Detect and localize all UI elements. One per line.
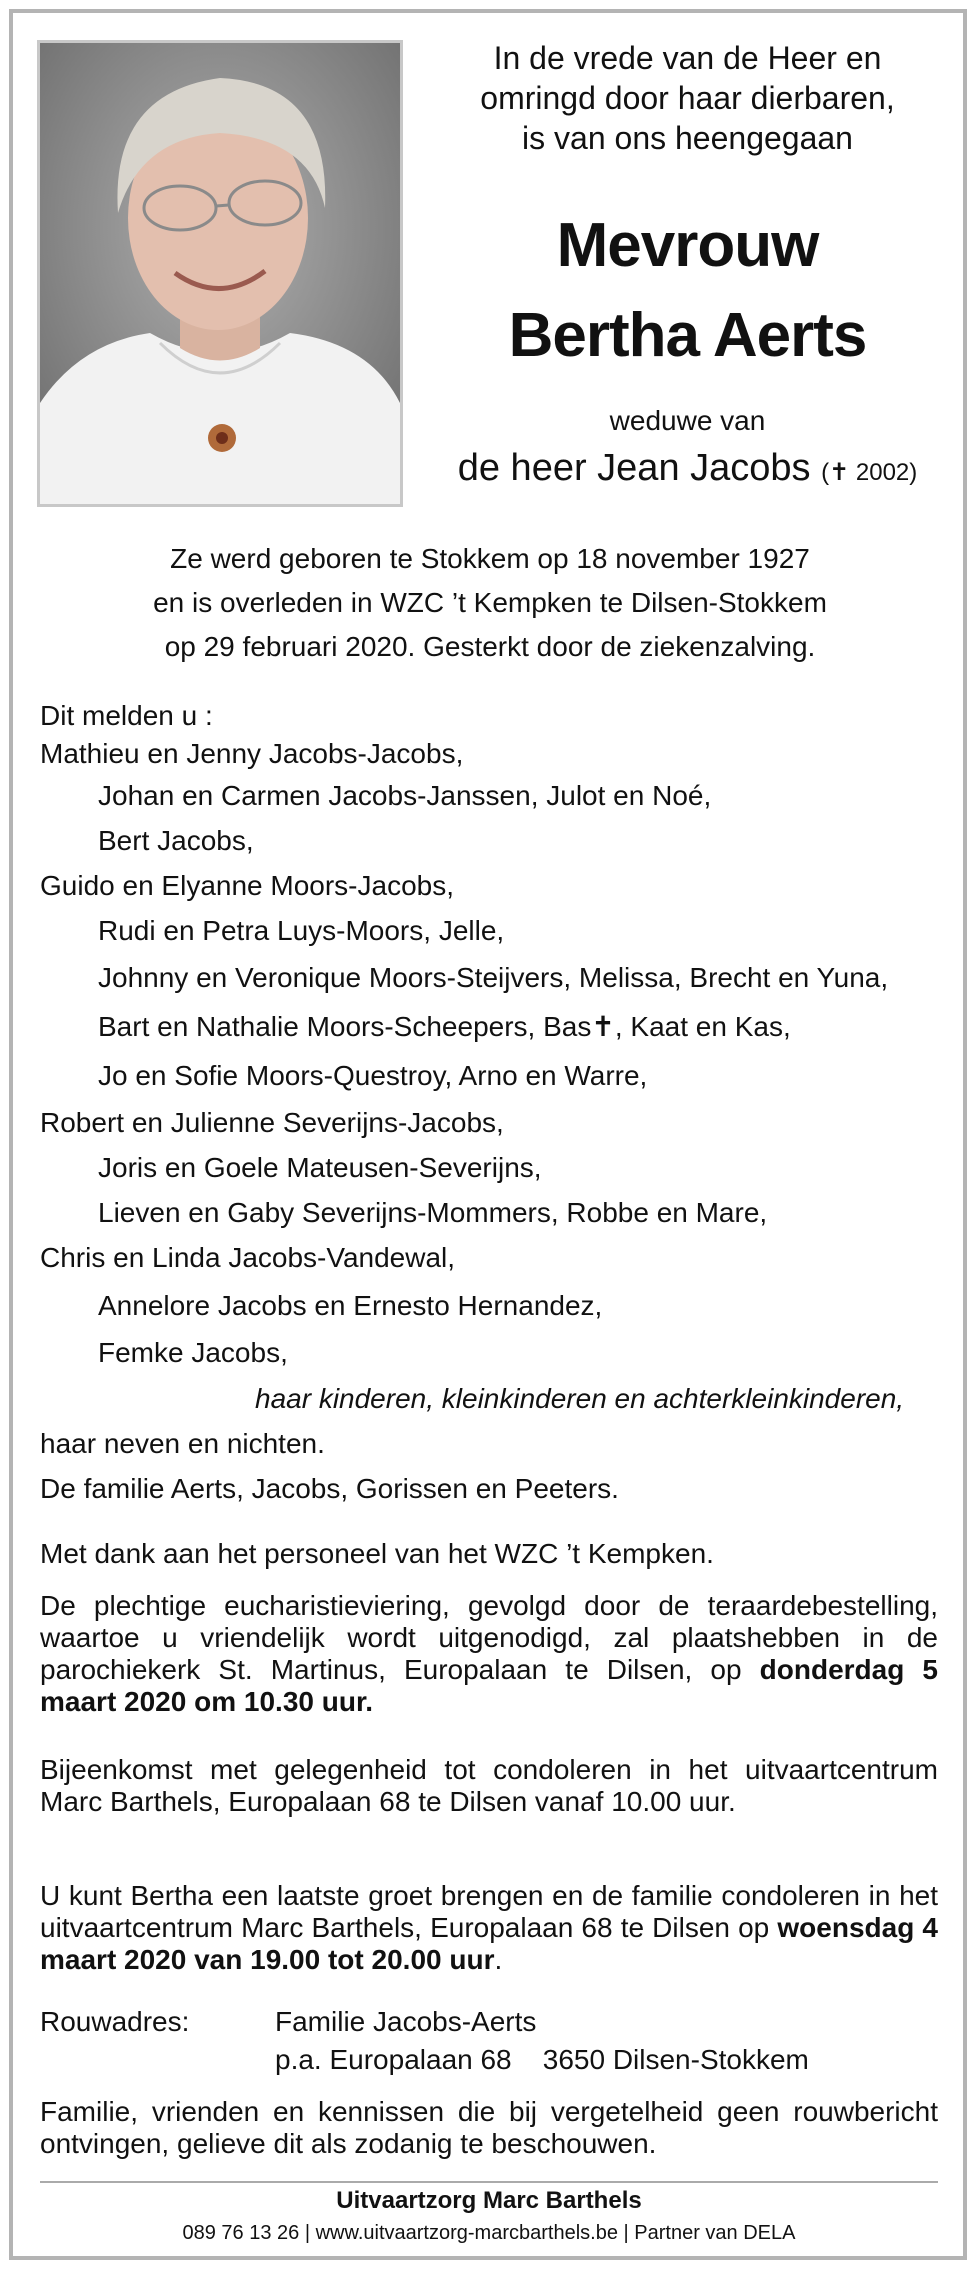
family-line: Femke Jacobs,	[98, 1337, 288, 1368]
intro-line: is van ons heengegaan	[522, 120, 853, 156]
note-paragraph: Familie, vrienden en kennissen die bij vergetelheid geen rouwbericht ontvingen, gelieve dit als zodanig te beschouwen.	[40, 2096, 938, 2159]
footer-phone: 089 76 13 26	[182, 2222, 300, 2244]
footer-company: Uitvaartzorg Marc Barthels	[336, 2187, 642, 2214]
born-line: en is overleden in WZC ’t Kempken te Dilsen-Stokkem	[153, 587, 827, 618]
address-line-1: Familie Jacobs-Aerts	[275, 2006, 537, 2037]
widow-label: weduwe van	[609, 405, 766, 436]
deceased-name: Bertha Aerts	[508, 301, 867, 370]
intro-line: In de vrede van de Heer en	[493, 40, 882, 76]
address-label: Rouwadres:	[40, 2006, 190, 2037]
farewell-paragraph	[40, 1880, 938, 1976]
family-line-bas	[98, 1010, 791, 1043]
family-line: Guido en Elyanne Moors-Jacobs,	[40, 870, 454, 901]
intro-line: omringd door haar dierbaren,	[480, 80, 895, 116]
family-line-text: Bart en Nathalie Moors-Scheepers, Bas	[98, 1011, 592, 1042]
footer-info	[40, 2222, 938, 2245]
family-line-tail: , Kaat en Kas,	[614, 1011, 791, 1042]
family-other: De familie Aerts, Jacobs, Gorissen en Peeters.	[40, 1473, 619, 1504]
family-line: Lieven en Gaby Severijns-Mommers, Robbe en Mare,	[98, 1197, 768, 1228]
condolence-paragraph: Bijeenkomst met gelegenheid tot condoleren in het uitvaartcentrum Marc Barthels, Europalaan 68 te Dilsen vanaf 10.00 uur.	[40, 1754, 938, 1817]
husband-name: de heer Jean Jacobs	[457, 447, 811, 489]
family-line: Annelore Jacobs en Ernesto Hernandez,	[98, 1290, 603, 1321]
family-nephews: haar neven en nichten.	[40, 1428, 325, 1459]
family-line: Mathieu en Jenny Jacobs-Jacobs,	[40, 738, 464, 769]
footer-divider	[40, 2181, 938, 2183]
footer-website[interactable]: www.uitvaartzorg-marcbarthels.be	[315, 2222, 618, 2244]
family-line: Bert Jacobs,	[98, 825, 254, 856]
address-line-2: p.a. Europalaan 68 3650 Dilsen-Stokkem	[275, 2044, 809, 2075]
farewell-date: woensdag 4 maart 2020 van 19.00 tot 20.00 uur	[40, 1912, 939, 1975]
family-line: Jo en Sofie Moors-Questroy, Arno en Warre,	[98, 1060, 648, 1091]
family-summary: haar kinderen, kleinkinderen en achterkleinkinderen,	[255, 1383, 905, 1414]
family-line: Rudi en Petra Luys-Moors, Jelle,	[98, 915, 505, 946]
farewell-text: U kunt Bertha een laatste groet brengen en de familie condoleren in het uitvaartcentrum Marc Barthels, Europalaan 68 te Dilsen op	[40, 1880, 938, 1943]
footer-separator: |	[623, 2222, 629, 2244]
service-text: De plechtige eucharistieviering, gevolgd door de teraardebestelling, waartoe u vriendelijk wordt uitgenodigd, zal plaatshebben in de parochiekerk St. Martinus, Europalaan te Dilsen, op	[40, 1590, 938, 1685]
farewell-end: .	[494, 1944, 503, 1975]
husband-line	[420, 447, 955, 490]
husband-death: (✝ 2002)	[821, 459, 918, 486]
family-line: Johnny en Veronique Moors-Steijvers, Melissa, Brecht en Yuna,	[98, 962, 889, 993]
birth-death-text	[40, 537, 940, 669]
family-line: Johan en Carmen Jacobs-Janssen, Julot en Noé,	[98, 780, 712, 811]
intro-text	[420, 38, 955, 158]
family-line: Robert en Julienne Severijns-Jacobs,	[40, 1107, 504, 1138]
footer-partner: Partner van DELA	[634, 2222, 796, 2244]
portrait-illustration	[40, 43, 400, 504]
thanks-text: Met dank aan het personeel van het WZC ’t Kempken.	[40, 1538, 714, 1569]
service-paragraph	[40, 1590, 938, 1718]
family-intro: Dit melden u :	[40, 700, 213, 731]
portrait-photo	[37, 40, 403, 507]
service-date: donderdag 5 maart 2020 om 10.30 uur.	[40, 1654, 939, 1717]
family-line: Chris en Linda Jacobs-Vandewal,	[40, 1242, 456, 1273]
cross-icon: ✝	[591, 1011, 615, 1042]
born-line: op 29 februari 2020. Gesterkt door de ziekenzalving.	[164, 631, 816, 662]
deceased-title: Mevrouw	[556, 211, 819, 280]
family-line: Joris en Goele Mateusen-Severijns,	[98, 1152, 542, 1183]
born-line: Ze werd geboren te Stokkem op 18 november 1927	[170, 543, 810, 574]
footer-separator: |	[304, 2222, 311, 2244]
